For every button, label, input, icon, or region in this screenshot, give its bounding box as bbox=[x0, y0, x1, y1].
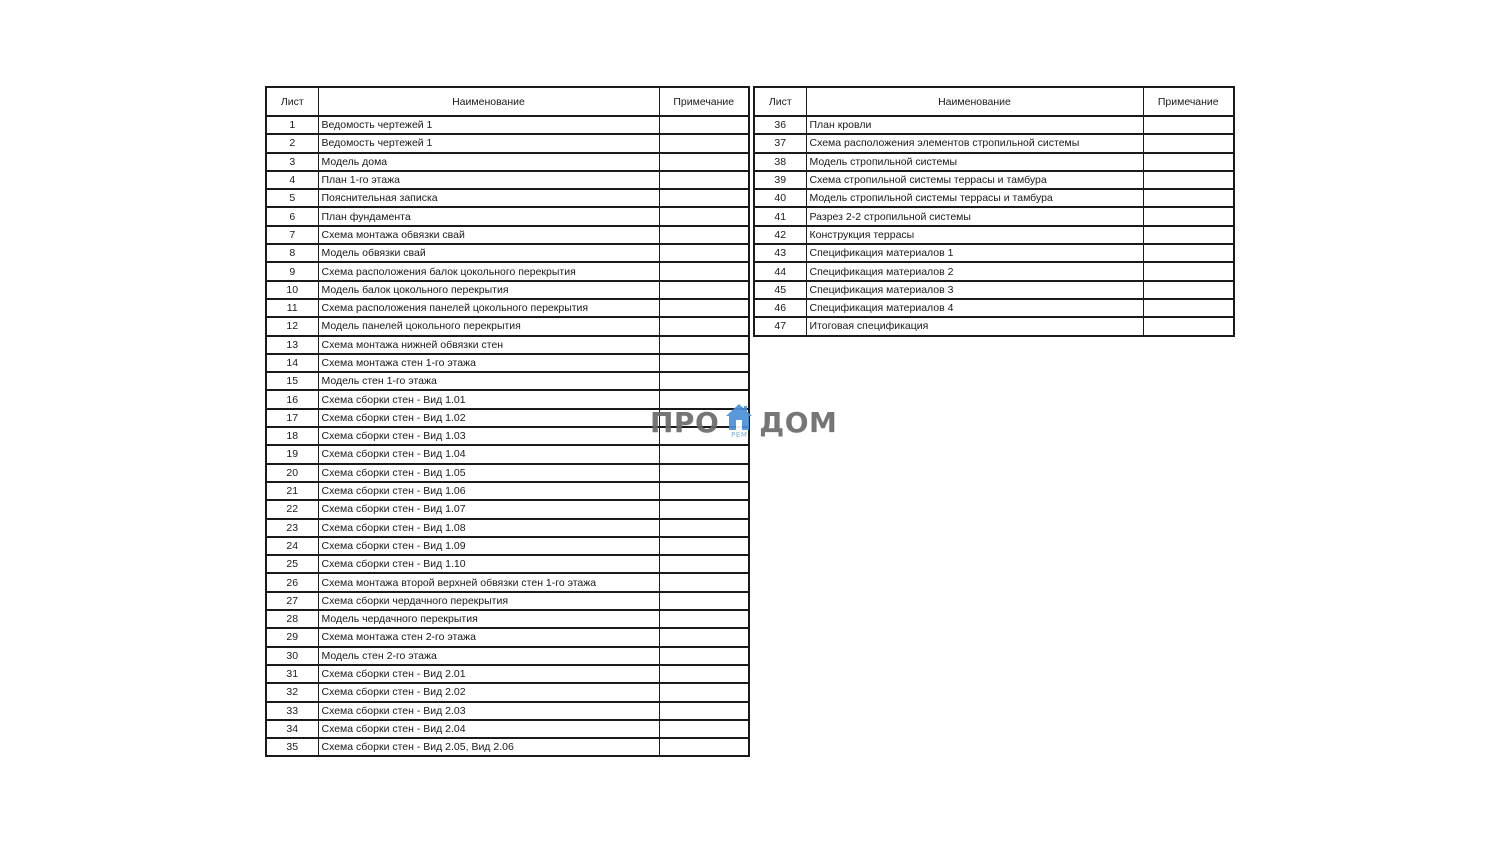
sheet-note-cell bbox=[659, 519, 749, 537]
sheet-name-cell: Схема монтажа второй верхней обвязки стен 1-го этажа bbox=[318, 573, 659, 591]
sheet-number-cell: 37 bbox=[754, 134, 806, 152]
sheet-name-cell: Модель стен 1-го этажа bbox=[318, 372, 659, 390]
house-icon bbox=[722, 402, 756, 442]
sheet-number-cell: 13 bbox=[266, 336, 318, 354]
table-row bbox=[754, 207, 1234, 225]
table-row bbox=[754, 262, 1234, 280]
table-row bbox=[266, 555, 749, 573]
sheet-note-cell bbox=[1143, 317, 1234, 335]
table-row bbox=[266, 464, 749, 482]
sheet-note-cell bbox=[659, 134, 749, 152]
sheet-number-cell: 15 bbox=[266, 372, 318, 390]
sheet-number-cell: 34 bbox=[266, 720, 318, 738]
sheet-note-cell bbox=[659, 720, 749, 738]
sheet-note-cell bbox=[659, 500, 749, 518]
logo-text-dom: ДОМ bbox=[759, 405, 838, 439]
sheet-number-cell: 40 bbox=[754, 189, 806, 207]
sheet-number-cell: 43 bbox=[754, 244, 806, 262]
sheet-name-cell: Схема сборки стен - Вид 1.10 bbox=[318, 555, 659, 573]
sheet-name-cell: Итоговая спецификация bbox=[806, 317, 1143, 335]
sheet-name-cell: Модель стропильной системы террасы и тамбура bbox=[806, 189, 1143, 207]
table-row bbox=[266, 207, 749, 225]
table-row bbox=[754, 226, 1234, 244]
sheet-number-cell: 9 bbox=[266, 262, 318, 280]
sheet-name-cell: Схема сборки чердачного перекрытия bbox=[318, 592, 659, 610]
sheet-number-cell: 32 bbox=[266, 683, 318, 701]
sheet-number-cell: 17 bbox=[266, 409, 318, 427]
sheet-note-cell bbox=[659, 207, 749, 225]
sheet-number-cell: 22 bbox=[266, 500, 318, 518]
sheet-note-cell bbox=[1143, 116, 1234, 134]
table-row bbox=[266, 647, 749, 665]
table-row bbox=[266, 628, 749, 646]
drawings-list-table-right bbox=[753, 86, 1235, 337]
sheet-number-cell: 38 bbox=[754, 153, 806, 171]
sheet-note-cell bbox=[1143, 262, 1234, 280]
sheet-name-cell: Модель панелей цокольного перекрытия bbox=[318, 317, 659, 335]
sheet-note-cell bbox=[659, 299, 749, 317]
sheet-number-cell: 10 bbox=[266, 281, 318, 299]
sheet-number-cell: 30 bbox=[266, 647, 318, 665]
sheet-number-cell: 24 bbox=[266, 537, 318, 555]
sheet-number-cell: 29 bbox=[266, 628, 318, 646]
table-row bbox=[266, 317, 749, 335]
sheet-number-cell: 35 bbox=[266, 738, 318, 756]
sheet-name-cell: Схема сборки стен - Вид 1.08 bbox=[318, 519, 659, 537]
table-row bbox=[266, 372, 749, 390]
table-row bbox=[266, 445, 749, 463]
sheet-note-cell bbox=[659, 226, 749, 244]
table-row bbox=[754, 299, 1234, 317]
sheet-name-cell: Схема расположения панелей цокольного перекрытия bbox=[318, 299, 659, 317]
table-row bbox=[266, 244, 749, 262]
sheet-number-cell: 18 bbox=[266, 427, 318, 445]
sheet-note-cell bbox=[659, 647, 749, 665]
table-row bbox=[266, 573, 749, 591]
sheet-name-cell: Ведомость чертежей 1 bbox=[318, 134, 659, 152]
sheet-note-cell bbox=[659, 116, 749, 134]
sheet-note-cell bbox=[659, 610, 749, 628]
sheet-name-cell: Схема монтажа нижней обвязки стен bbox=[318, 336, 659, 354]
sheet-name-cell: План кровли bbox=[806, 116, 1143, 134]
sheet-note-cell bbox=[659, 171, 749, 189]
table-row bbox=[754, 171, 1234, 189]
table-row bbox=[266, 720, 749, 738]
table-row bbox=[266, 592, 749, 610]
table-row bbox=[266, 171, 749, 189]
sheet-name-cell: Схема сборки стен - Вид 1.03 bbox=[318, 427, 659, 445]
table-row bbox=[266, 519, 749, 537]
table-row bbox=[754, 116, 1234, 134]
sheet-name-cell: Схема сборки стен - Вид 1.05 bbox=[318, 464, 659, 482]
sheet-note-cell bbox=[659, 537, 749, 555]
sheet-note-cell bbox=[659, 573, 749, 591]
sheet-name-cell: Схема сборки стен - Вид 2.04 bbox=[318, 720, 659, 738]
sheet-number-cell: 7 bbox=[266, 226, 318, 244]
sheet-note-cell bbox=[659, 281, 749, 299]
sheet-number-cell: 41 bbox=[754, 207, 806, 225]
sheet-note-cell bbox=[659, 317, 749, 335]
sheet-note-cell bbox=[659, 628, 749, 646]
sheet-note-cell bbox=[659, 244, 749, 262]
sheet-note-cell bbox=[659, 464, 749, 482]
sheet-name-cell: Модель балок цокольного перекрытия bbox=[318, 281, 659, 299]
sheet-note-cell bbox=[659, 665, 749, 683]
header-sheet: Лист bbox=[754, 87, 806, 116]
sheet-number-cell: 42 bbox=[754, 226, 806, 244]
sheet-note-cell bbox=[659, 738, 749, 756]
sheet-name-cell: План фундамента bbox=[318, 207, 659, 225]
sheet-name-cell: Схема расположения балок цокольного перекрытия bbox=[318, 262, 659, 280]
header-note: Примечание bbox=[659, 87, 749, 116]
sheet-name-cell: Ведомость чертежей 1 bbox=[318, 116, 659, 134]
table-row bbox=[754, 317, 1234, 335]
sheet-number-cell: 36 bbox=[754, 116, 806, 134]
table-header-row bbox=[266, 87, 749, 116]
sheet-note-cell bbox=[659, 372, 749, 390]
table-row bbox=[266, 738, 749, 756]
sheet-name-cell: Модель дома bbox=[318, 153, 659, 171]
table-row bbox=[266, 226, 749, 244]
sheet-note-cell bbox=[659, 555, 749, 573]
table-row bbox=[754, 244, 1234, 262]
sheet-name-cell: Спецификация материалов 3 bbox=[806, 281, 1143, 299]
sheet-note-cell bbox=[659, 445, 749, 463]
sheet-number-cell: 5 bbox=[266, 189, 318, 207]
sheet-number-cell: 12 bbox=[266, 317, 318, 335]
sheet-name-cell: Схема сборки стен - Вид 1.01 bbox=[318, 390, 659, 408]
table-row bbox=[266, 500, 749, 518]
sheet-number-cell: 3 bbox=[266, 153, 318, 171]
header-note: Примечание bbox=[1143, 87, 1234, 116]
sheet-number-cell: 19 bbox=[266, 445, 318, 463]
sheet-note-cell bbox=[659, 592, 749, 610]
sheet-number-cell: 20 bbox=[266, 464, 318, 482]
sheet-number-cell: 28 bbox=[266, 610, 318, 628]
sheet-name-cell: Спецификация материалов 2 bbox=[806, 262, 1143, 280]
sheet-number-cell: 47 bbox=[754, 317, 806, 335]
table-row bbox=[754, 281, 1234, 299]
sheet-number-cell: 8 bbox=[266, 244, 318, 262]
sheet-number-cell: 27 bbox=[266, 592, 318, 610]
table-row bbox=[754, 153, 1234, 171]
table-row bbox=[266, 153, 749, 171]
sheet-name-cell: Схема сборки стен - Вид 2.01 bbox=[318, 665, 659, 683]
sheet-note-cell bbox=[1143, 153, 1234, 171]
sheet-number-cell: 16 bbox=[266, 390, 318, 408]
sheet-name-cell: Спецификация материалов 4 bbox=[806, 299, 1143, 317]
sheet-number-cell: 11 bbox=[266, 299, 318, 317]
sheet-name-cell: Модель чердачного перекрытия bbox=[318, 610, 659, 628]
sheet-name-cell: Модель обвязки свай bbox=[318, 244, 659, 262]
table-row bbox=[266, 299, 749, 317]
table-row bbox=[266, 610, 749, 628]
table-row bbox=[266, 281, 749, 299]
sheet-name-cell: Схема сборки стен - Вид 1.06 bbox=[318, 482, 659, 500]
logo-text-pro: ПРО bbox=[650, 405, 720, 439]
table-row bbox=[754, 134, 1234, 152]
sheet-number-cell: 46 bbox=[754, 299, 806, 317]
sheet-name-cell: Схема сборки стен - Вид 2.03 bbox=[318, 702, 659, 720]
table-row bbox=[266, 482, 749, 500]
sheet-name-cell: Схема расположения элементов стропильной системы bbox=[806, 134, 1143, 152]
sheet-number-cell: 6 bbox=[266, 207, 318, 225]
header-name: Наименование bbox=[806, 87, 1143, 116]
sheet-name-cell: Спецификация материалов 1 bbox=[806, 244, 1143, 262]
sheet-name-cell: Схема сборки стен - Вид 1.09 bbox=[318, 537, 659, 555]
table-row bbox=[266, 683, 749, 701]
sheet-name-cell: Схема монтажа стен 1-го этажа bbox=[318, 354, 659, 372]
sheet-number-cell: 39 bbox=[754, 171, 806, 189]
sheet-number-cell: 1 bbox=[266, 116, 318, 134]
sheet-note-cell bbox=[659, 702, 749, 720]
sheet-number-cell: 26 bbox=[266, 573, 318, 591]
sheet-name-cell: Конструкция террасы bbox=[806, 226, 1143, 244]
table-row bbox=[266, 116, 749, 134]
sheet-name-cell: Схема сборки стен - Вид 1.02 bbox=[318, 409, 659, 427]
logo-subtext: РЕМ bbox=[731, 431, 748, 439]
sheet-number-cell: 23 bbox=[266, 519, 318, 537]
sheet-number-cell: 33 bbox=[266, 702, 318, 720]
sheet-note-cell bbox=[659, 262, 749, 280]
sheet-name-cell: Схема монтажа обвязки свай bbox=[318, 226, 659, 244]
sheet-number-cell: 21 bbox=[266, 482, 318, 500]
sheet-number-cell: 25 bbox=[266, 555, 318, 573]
sheet-number-cell: 45 bbox=[754, 281, 806, 299]
table-row bbox=[266, 665, 749, 683]
table-row bbox=[266, 189, 749, 207]
table-row bbox=[754, 189, 1234, 207]
sheet-note-cell bbox=[1143, 281, 1234, 299]
sheet-note-cell bbox=[659, 189, 749, 207]
table-row bbox=[266, 537, 749, 555]
sheet-number-cell: 44 bbox=[754, 262, 806, 280]
sheet-name-cell: Схема стропильной системы террасы и тамбура bbox=[806, 171, 1143, 189]
sheet-note-cell bbox=[659, 683, 749, 701]
header-name: Наименование bbox=[318, 87, 659, 116]
prodom-watermark-logo bbox=[650, 402, 837, 442]
sheet-name-cell: Схема сборки стен - Вид 2.02 bbox=[318, 683, 659, 701]
sheet-number-cell: 14 bbox=[266, 354, 318, 372]
table-row bbox=[266, 134, 749, 152]
sheet-note-cell bbox=[1143, 134, 1234, 152]
sheet-note-cell bbox=[1143, 207, 1234, 225]
sheet-note-cell bbox=[659, 354, 749, 372]
sheet-name-cell: План 1-го этажа bbox=[318, 171, 659, 189]
sheet-note-cell bbox=[659, 153, 749, 171]
sheet-note-cell bbox=[659, 336, 749, 354]
sheet-name-cell: Схема сборки стен - Вид 1.04 bbox=[318, 445, 659, 463]
sheet-name-cell: Модель стропильной системы bbox=[806, 153, 1143, 171]
sheet-name-cell: Схема монтажа стен 2-го этажа bbox=[318, 628, 659, 646]
sheet-number-cell: 4 bbox=[266, 171, 318, 189]
sheet-number-cell: 31 bbox=[266, 665, 318, 683]
table-row bbox=[266, 702, 749, 720]
sheet-note-cell bbox=[1143, 244, 1234, 262]
sheet-note-cell bbox=[1143, 299, 1234, 317]
header-sheet: Лист bbox=[266, 87, 318, 116]
table-header-row bbox=[754, 87, 1234, 116]
sheet-note-cell bbox=[1143, 189, 1234, 207]
sheet-name-cell: Схема сборки стен - Вид 1.07 bbox=[318, 500, 659, 518]
sheet-name-cell: Разрез 2-2 стропильной системы bbox=[806, 207, 1143, 225]
table-row bbox=[266, 262, 749, 280]
table-row bbox=[266, 354, 749, 372]
sheet-number-cell: 2 bbox=[266, 134, 318, 152]
sheet-name-cell: Модель стен 2-го этажа bbox=[318, 647, 659, 665]
sheet-name-cell: Пояснительная записка bbox=[318, 189, 659, 207]
sheet-name-cell: Схема сборки стен - Вид 2.05, Вид 2.06 bbox=[318, 738, 659, 756]
sheet-note-cell bbox=[1143, 226, 1234, 244]
sheet-note-cell bbox=[659, 482, 749, 500]
table-row bbox=[266, 336, 749, 354]
sheet-note-cell bbox=[1143, 171, 1234, 189]
